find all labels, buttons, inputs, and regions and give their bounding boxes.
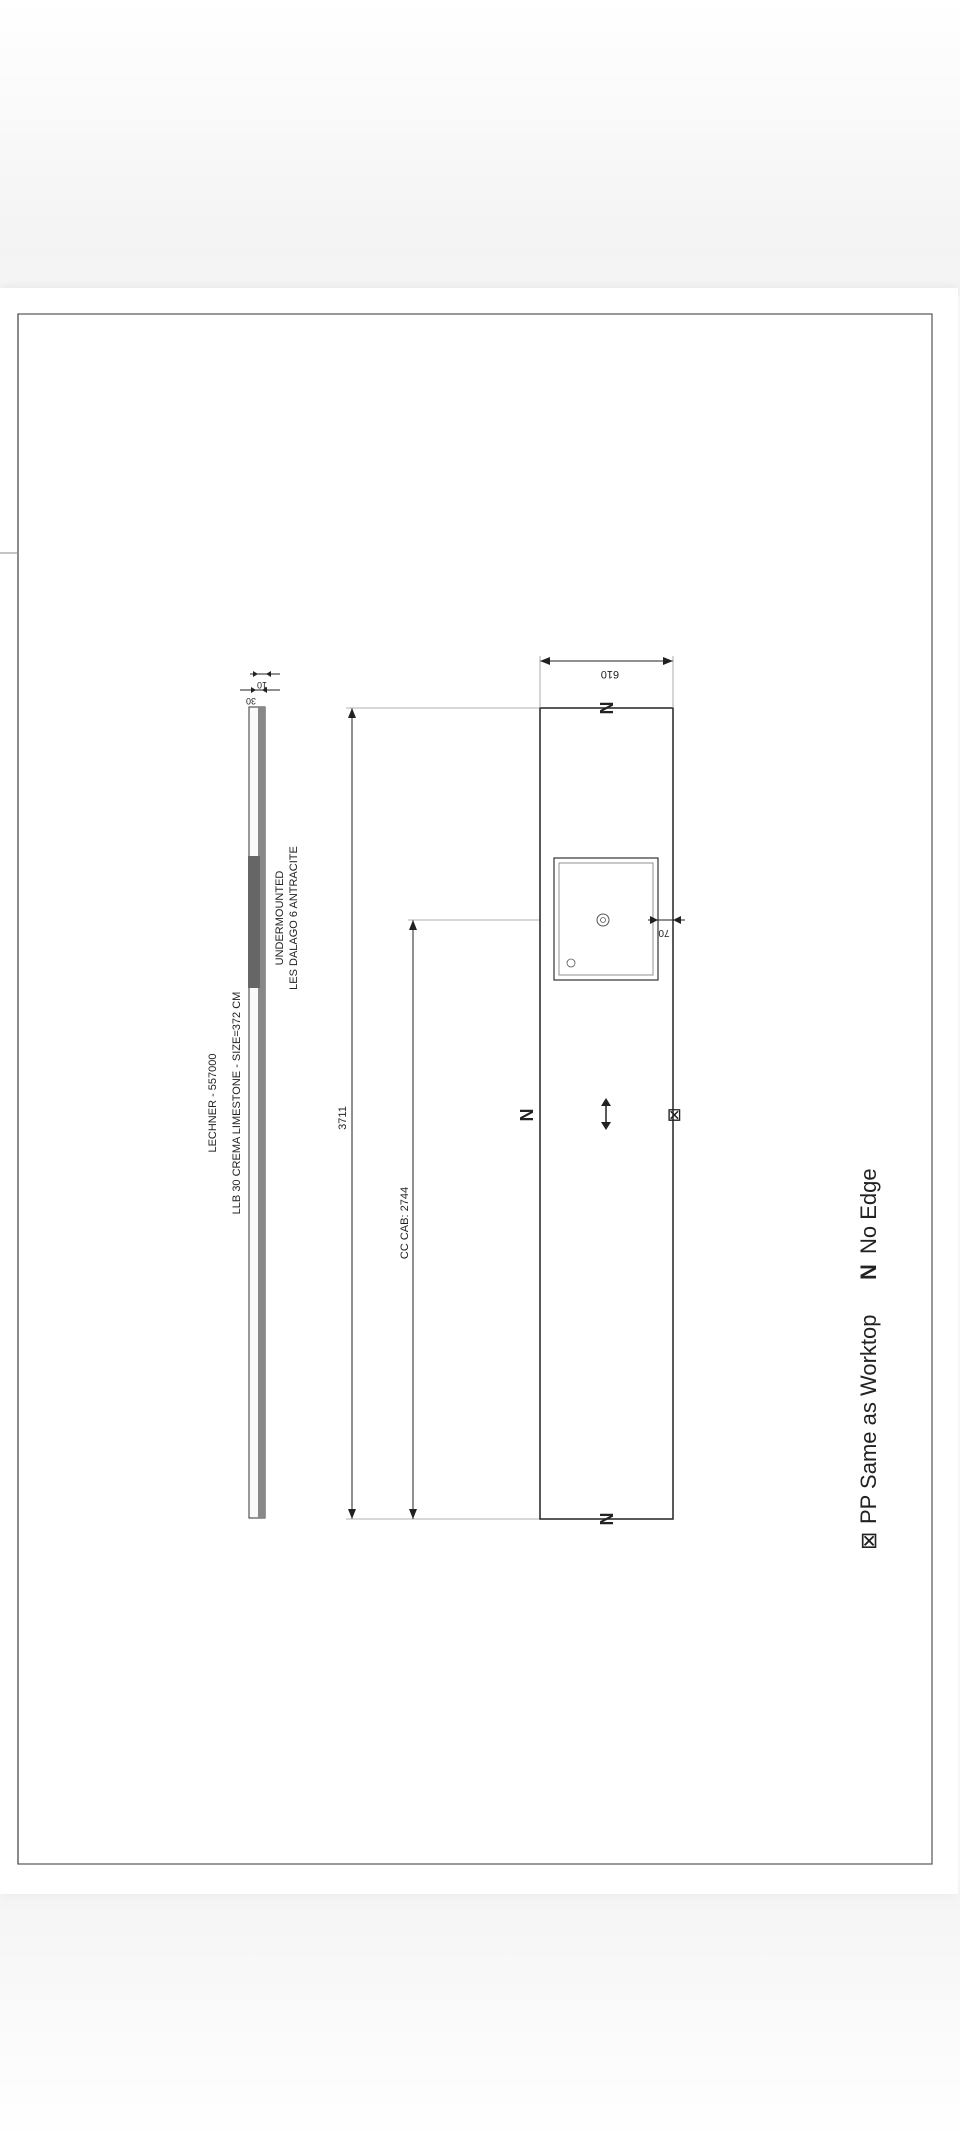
legend-n-symbol: N: [856, 1264, 881, 1280]
technical-drawing: [0, 288, 958, 1894]
edge-legend: [856, 1168, 881, 1550]
legend-pp-label: PP Same as Worktop: [856, 1314, 881, 1524]
material-spec-label: LLB 30 CREMA LIMESTONE - SIZE=372 CM: [231, 991, 243, 1215]
edge-marker-n-left: N: [517, 1108, 537, 1122]
legend-n-label: No Edge: [856, 1168, 881, 1254]
sink-outline: [554, 858, 658, 980]
dim-depth: 610: [600, 668, 620, 680]
drawing-sheet: [0, 288, 958, 1894]
product-line-label: LECHNER - 557000: [207, 1053, 219, 1153]
edge-marker-n-bottom: N: [596, 1512, 616, 1526]
drawing-frame: [18, 314, 932, 1864]
sink-mount-label: UNDERMOUNTED: [274, 870, 286, 966]
dim-sink-offset: 70: [658, 927, 670, 938]
edge-marker-n-top: N: [596, 701, 616, 715]
sink-model-label: LES DALAGO 6 ANTRACITE: [288, 846, 300, 990]
edge-marker-pp-right: ⊠: [664, 1107, 684, 1123]
dim-thickness: 30: [245, 696, 257, 706]
dim-cabinet: CC CAB: 2744: [399, 1186, 411, 1260]
side-profile-sink: [248, 856, 260, 988]
dim-edge: 10: [256, 680, 268, 690]
dim-length: 3711: [337, 1106, 349, 1130]
side-profile-edge: [258, 707, 265, 1518]
legend-pp-symbol: ⊠: [856, 1531, 881, 1550]
